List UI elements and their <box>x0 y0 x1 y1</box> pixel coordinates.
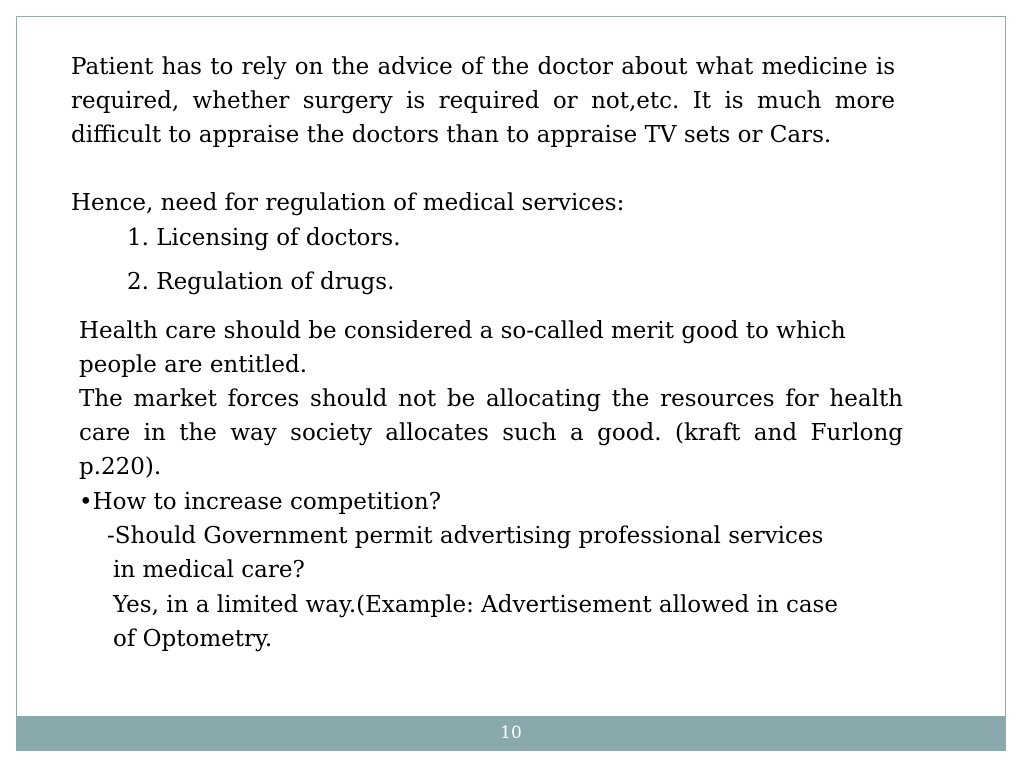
paragraph-merit-good: Health care should be considered a so-called merit good to which people are entitled. <box>79 318 846 378</box>
bullet-competition-question: •How to increase competition? <box>79 489 442 515</box>
list-item-drug-regulation: 2. Regulation of drugs. <box>127 269 395 295</box>
list-item-licensing: 1. Licensing of doctors. <box>127 225 401 251</box>
paragraph-patient-advice: Patient has to rely on the advice of the doctor about what medicine is required, whether surgery is required or not,etc. It is much more difficult to appraise the doctors than to appraise TV sets or Cars. <box>71 54 895 148</box>
answer-line-1: Yes, in a limited way.(Example: Advertisement allowed in case <box>113 592 838 618</box>
footer-bar <box>17 716 1005 750</box>
hence-regulation-line: Hence, need for regulation of medical services: <box>71 190 625 216</box>
advertising-question-line-1: -Should Government permit advertising professional services <box>107 523 824 549</box>
slide <box>16 16 1006 751</box>
advertising-question-line-2: in medical care? <box>113 557 305 583</box>
page-number: 10 <box>500 723 522 743</box>
paragraph-market-forces: The market forces should not be allocating the resources for health care in the way society allocates such a good. (kraft and Furlong p.220). <box>79 386 903 480</box>
answer-line-2: of Optometry. <box>113 626 273 652</box>
